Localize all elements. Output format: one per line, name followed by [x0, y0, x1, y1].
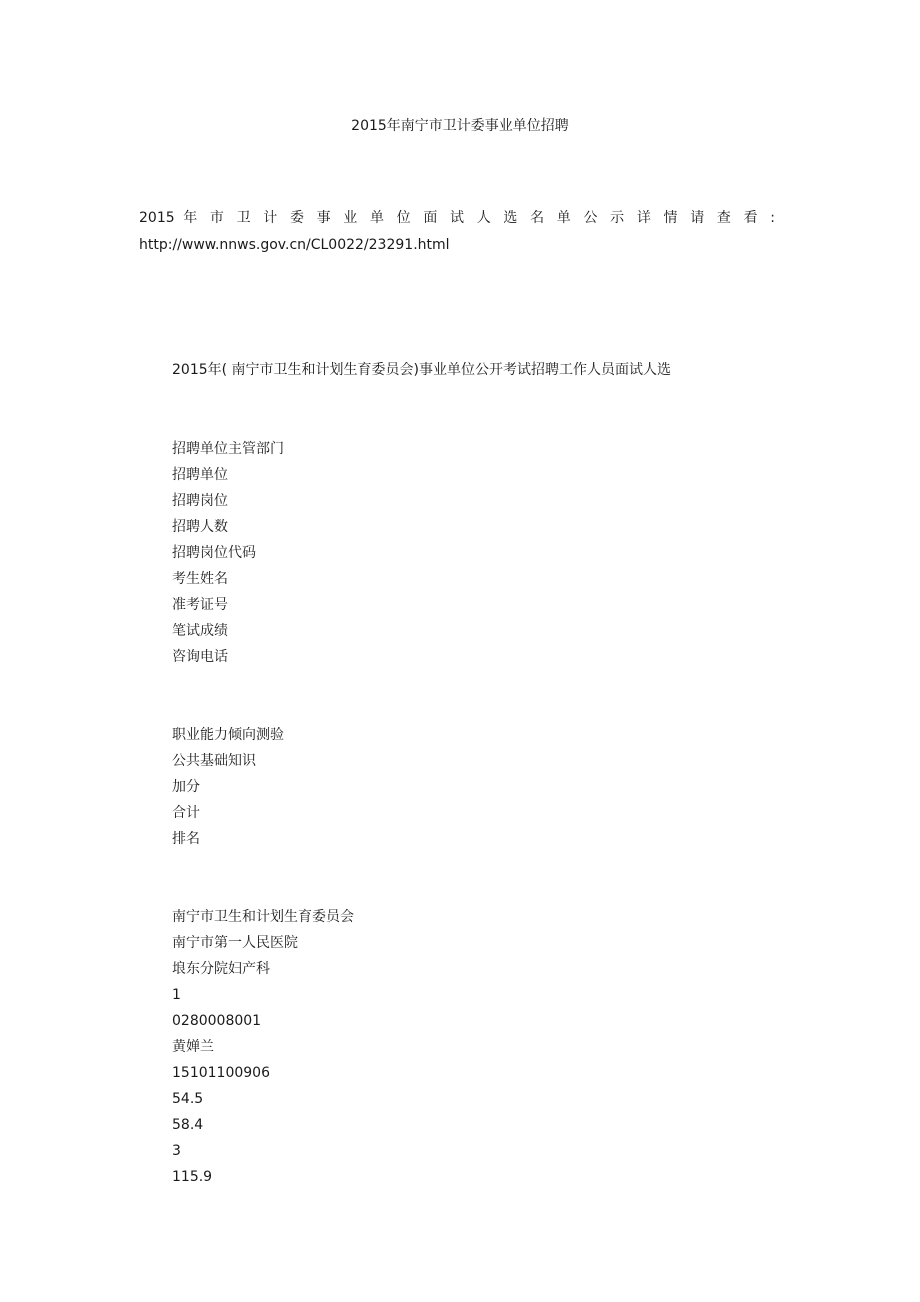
- score-header-item: 加分: [172, 779, 200, 795]
- field-header-item: 准考证号: [172, 597, 228, 613]
- document-title: 2015年南宁市卫计委事业单位招聘: [351, 118, 569, 134]
- field-header-item: 咨询电话: [172, 649, 228, 665]
- record-value: 黄婵兰: [172, 1039, 214, 1055]
- record-value: 埌东分院妇产科: [172, 961, 270, 977]
- field-header-item: 考生姓名: [172, 571, 228, 587]
- record-value: 0280008001: [172, 1013, 262, 1029]
- field-header-item: 招聘单位: [172, 467, 228, 483]
- record-value: 15101100906: [172, 1065, 270, 1081]
- record-value: 1: [172, 987, 181, 1003]
- record-value: 3: [172, 1143, 181, 1159]
- score-header-item: 公共基础知识: [172, 753, 256, 769]
- notice-paragraph: [139, 205, 775, 259]
- record-value: 南宁市卫生和计划生育委员会: [172, 909, 354, 925]
- list-subtitle: 2015年( 南宁市卫生和计划生育委员会)事业单位公开考试招聘工作人员面试人选: [172, 362, 672, 378]
- record-value: 南宁市第一人民医院: [172, 935, 298, 951]
- score-header-item: 排名: [172, 831, 200, 847]
- field-header-item: 笔试成绩: [172, 623, 228, 639]
- notice-text: 2015 年 市 卫 计 委 事 业 单 位 面 试 人 选 名 单 公 示 详 情 请 查 看 :: [139, 210, 775, 226]
- score-header-item: 合计: [172, 805, 200, 821]
- field-header-item: 招聘单位主管部门: [172, 441, 284, 457]
- record-value: 58.4: [172, 1117, 204, 1133]
- field-header-item: 招聘岗位代码: [172, 545, 256, 561]
- record-value: 54.5: [172, 1091, 204, 1107]
- notice-url: http://www.nnws.gov.cn/CL0022/23291.html: [139, 237, 450, 253]
- score-header-item: 职业能力倾向测验: [172, 727, 284, 743]
- record-value: 115.9: [172, 1169, 213, 1185]
- field-header-list: [172, 436, 284, 670]
- field-header-item: 招聘岗位: [172, 493, 228, 509]
- candidate-record-list: [172, 904, 354, 1190]
- field-header-item: 招聘人数: [172, 519, 228, 535]
- score-header-list: [172, 722, 284, 852]
